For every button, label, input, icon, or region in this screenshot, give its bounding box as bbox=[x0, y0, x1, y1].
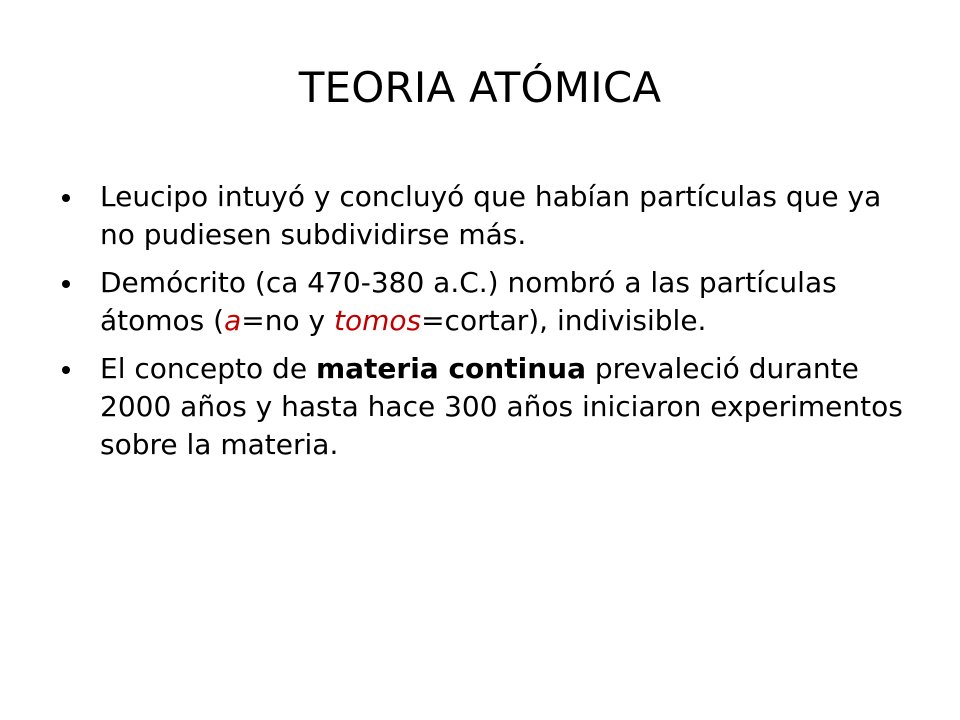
bullet-list bbox=[56, 178, 916, 474]
bullet-text-part3: =cortar), indivisible. bbox=[421, 304, 707, 337]
accent-term-tomos: tomos bbox=[333, 304, 422, 337]
bold-term: materia continua bbox=[315, 352, 586, 385]
bullet-item-leucipo bbox=[56, 178, 916, 254]
bullet-icon bbox=[62, 366, 70, 374]
bullet-item-materia bbox=[56, 350, 916, 464]
bullet-text-part2: =no y bbox=[241, 304, 334, 337]
bullet-text-part1: El concepto de bbox=[100, 352, 316, 385]
bullet-text-part2: prevaleció durante 2000 años y hasta hace 300 años iniciaron experimentos sobre la materia. bbox=[100, 352, 903, 461]
accent-term-a: a bbox=[224, 304, 242, 337]
slide-title: TEORIA ATÓMICA bbox=[298, 63, 662, 112]
bullet-icon bbox=[62, 194, 70, 202]
bullet-text-part1: Demócrito (ca 470-380 a.C.) nombró a las partículas átomos ( bbox=[100, 266, 837, 337]
bullet-item-democrito bbox=[56, 264, 916, 340]
bullet-text: Leucipo intuyó y concluyó que habían partículas que ya no pudiesen subdividirse más. bbox=[100, 180, 882, 251]
bullet-icon bbox=[62, 280, 70, 288]
